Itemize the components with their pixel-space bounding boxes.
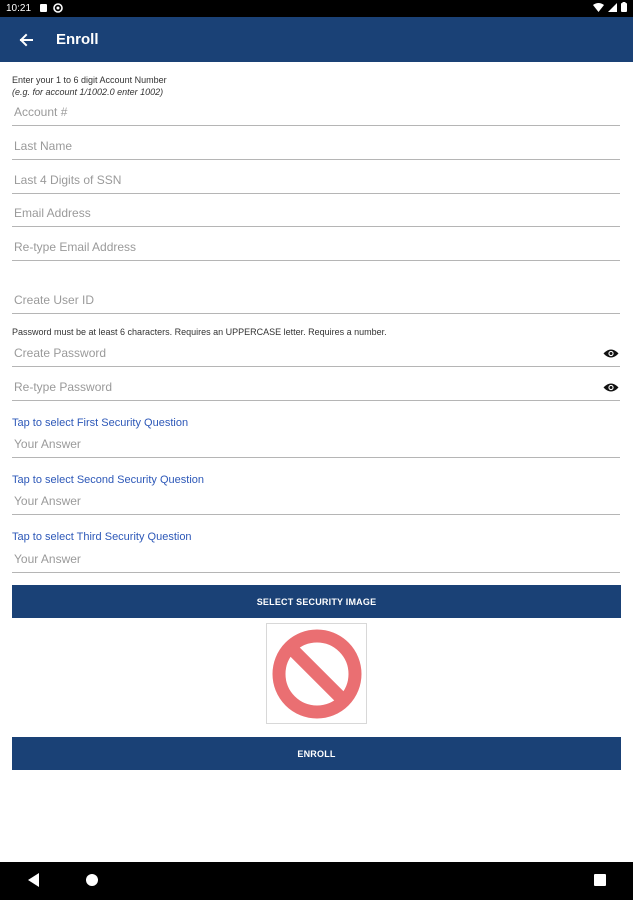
eye-icon[interactable] [602, 346, 620, 360]
page-title: Enroll [56, 31, 99, 48]
nav-home-icon[interactable] [85, 873, 99, 892]
eye-icon[interactable] [602, 380, 620, 394]
answer2-field [12, 487, 620, 515]
answer1-field [12, 430, 620, 458]
arrow-left-icon [19, 33, 33, 47]
sync-icon [53, 3, 63, 15]
status-bar [0, 0, 633, 17]
answer3-input[interactable] [12, 545, 620, 572]
nav-recents-icon[interactable] [594, 873, 606, 892]
account-instructions: Enter your 1 to 6 digit Account Number [12, 75, 167, 85]
account-example: (e.g. for account 1/1002.0 enter 1002) [12, 87, 164, 97]
answer3-field [12, 545, 620, 573]
select-security-image-button[interactable]: SELECT SECURITY IMAGE [12, 585, 621, 618]
password-input[interactable] [12, 339, 620, 366]
status-time: 10:21 [6, 3, 32, 14]
password-confirm-field [12, 373, 620, 401]
last-name-input[interactable] [12, 132, 620, 159]
enroll-button[interactable]: ENROLL [12, 737, 621, 770]
password-confirm-input[interactable] [12, 373, 620, 400]
signal-icon [608, 3, 617, 15]
battery-icon [621, 2, 627, 15]
ssn-field [12, 166, 620, 194]
nav-back-icon[interactable] [28, 873, 40, 892]
notification-icon [39, 3, 48, 15]
account-input[interactable] [12, 98, 620, 125]
no-entry-icon [271, 628, 363, 720]
account-field [12, 98, 620, 126]
email-confirm-field [12, 233, 620, 261]
email-field [12, 199, 620, 227]
password-field [12, 339, 620, 367]
second-security-question-link[interactable]: Tap to select Second Security Question [12, 474, 204, 486]
last-name-field [12, 132, 620, 160]
answer2-input[interactable] [12, 487, 620, 514]
password-rules: Password must be at least 6 characters. Requires an UPPERCASE letter. Requires a number. [12, 327, 387, 337]
email-input[interactable] [12, 199, 620, 226]
answer1-input[interactable] [12, 430, 620, 457]
ssn-input[interactable] [12, 166, 620, 193]
app-bar [0, 17, 633, 62]
user-id-field [12, 286, 620, 314]
email-confirm-input[interactable] [12, 233, 620, 260]
user-id-input[interactable] [12, 286, 620, 313]
navigation-bar [0, 862, 633, 900]
first-security-question-link[interactable]: Tap to select First Security Question [12, 417, 189, 429]
third-security-question-link[interactable]: Tap to select Third Security Question [12, 531, 192, 543]
security-image[interactable] [266, 623, 367, 724]
wifi-icon [593, 3, 604, 15]
back-button[interactable] [5, 17, 47, 62]
